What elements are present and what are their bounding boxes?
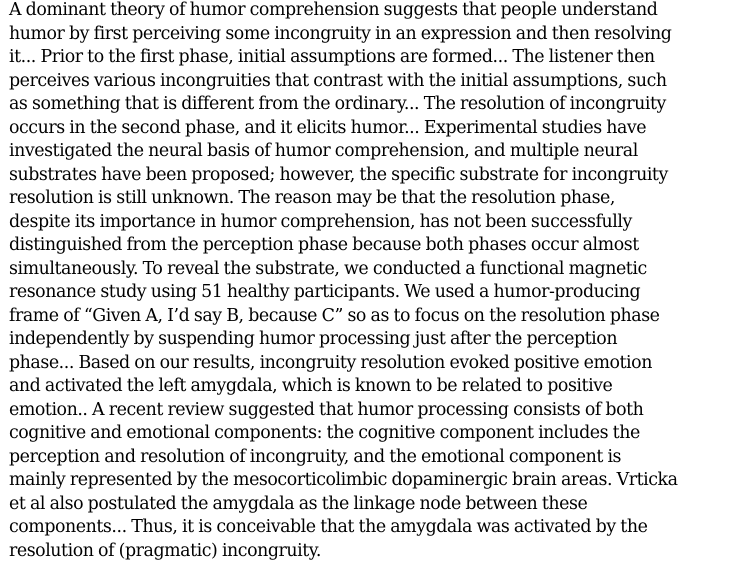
paragraph-line-10: despite its importance in humor comprehension, has not been successfully	[9, 211, 632, 232]
paragraph-line-23: components... Thus, it is conceivable that the amygdala was activated by the	[9, 517, 648, 537]
paragraph-line-4: perceives various incongruities that contrast with the initial assumptions, such	[9, 70, 667, 91]
paragraph-line-2: humor by first perceiving some incongruity in an expression and then resolving	[9, 23, 672, 44]
paragraph-line-12: simultaneously. To reveal the substrate, we conducted a functional magnetic	[9, 258, 647, 279]
paragraph-line-20: perception and resolution of incongruity, and the emotional component is	[9, 446, 622, 467]
paragraph-line-9: resolution is still unknown. The reason may be that the resolution phase,	[9, 188, 615, 208]
paragraph-line-16: phase... Based on our results, incongruity resolution evoked positive emotion	[9, 352, 652, 373]
paragraph-line-21: mainly represented by the mesocorticolimbic dopaminergic brain areas. Vrticka	[9, 470, 678, 490]
paragraph-line-8: substrates have been proposed; however, the specific substrate for incongruity	[9, 164, 668, 185]
paragraph-line-5: as something that is different from the ordinary... The resolution of incongruity	[9, 94, 666, 114]
paragraph-line-6: occurs in the second phase, and it elicits humor... Experimental studies have	[9, 117, 647, 138]
paragraph-line-1: A dominant theory of humor comprehension suggests that people understand	[9, 0, 658, 20]
paragraph-line-11: distinguished from the perception phase because both phases occur almost	[9, 235, 639, 255]
paragraph-line-17: and activated the left amygdala, which is known to be related to positive	[9, 376, 613, 396]
paragraph-line-3: it... Prior to the first phase, initial assumptions are formed... The listener then	[9, 47, 655, 67]
paragraph-line-14: frame of “Given A, I’d say B, because C” so as to focus on the resolution phase	[9, 305, 660, 326]
paragraph-line-7: investigated the neural basis of humor comprehension, and multiple neural	[9, 141, 638, 161]
abstract-paragraph	[9, 0, 740, 563]
paragraph-line-13: resonance study using 51 healthy participants. We used a humor-producing	[9, 282, 641, 302]
paragraph-line-22: et al also postulated the amygdala as the linkage node between these	[9, 493, 588, 514]
paragraph-line-19: cognitive and emotional components: the cognitive component includes the	[9, 423, 640, 443]
paragraph-line-18: emotion.. A recent review suggested that humor processing consists of both	[9, 399, 644, 420]
paragraph-line-24: resolution of (pragmatic) incongruity.	[9, 540, 321, 561]
paragraph-line-15: independently by suspending humor processing just after the perception	[9, 329, 618, 349]
